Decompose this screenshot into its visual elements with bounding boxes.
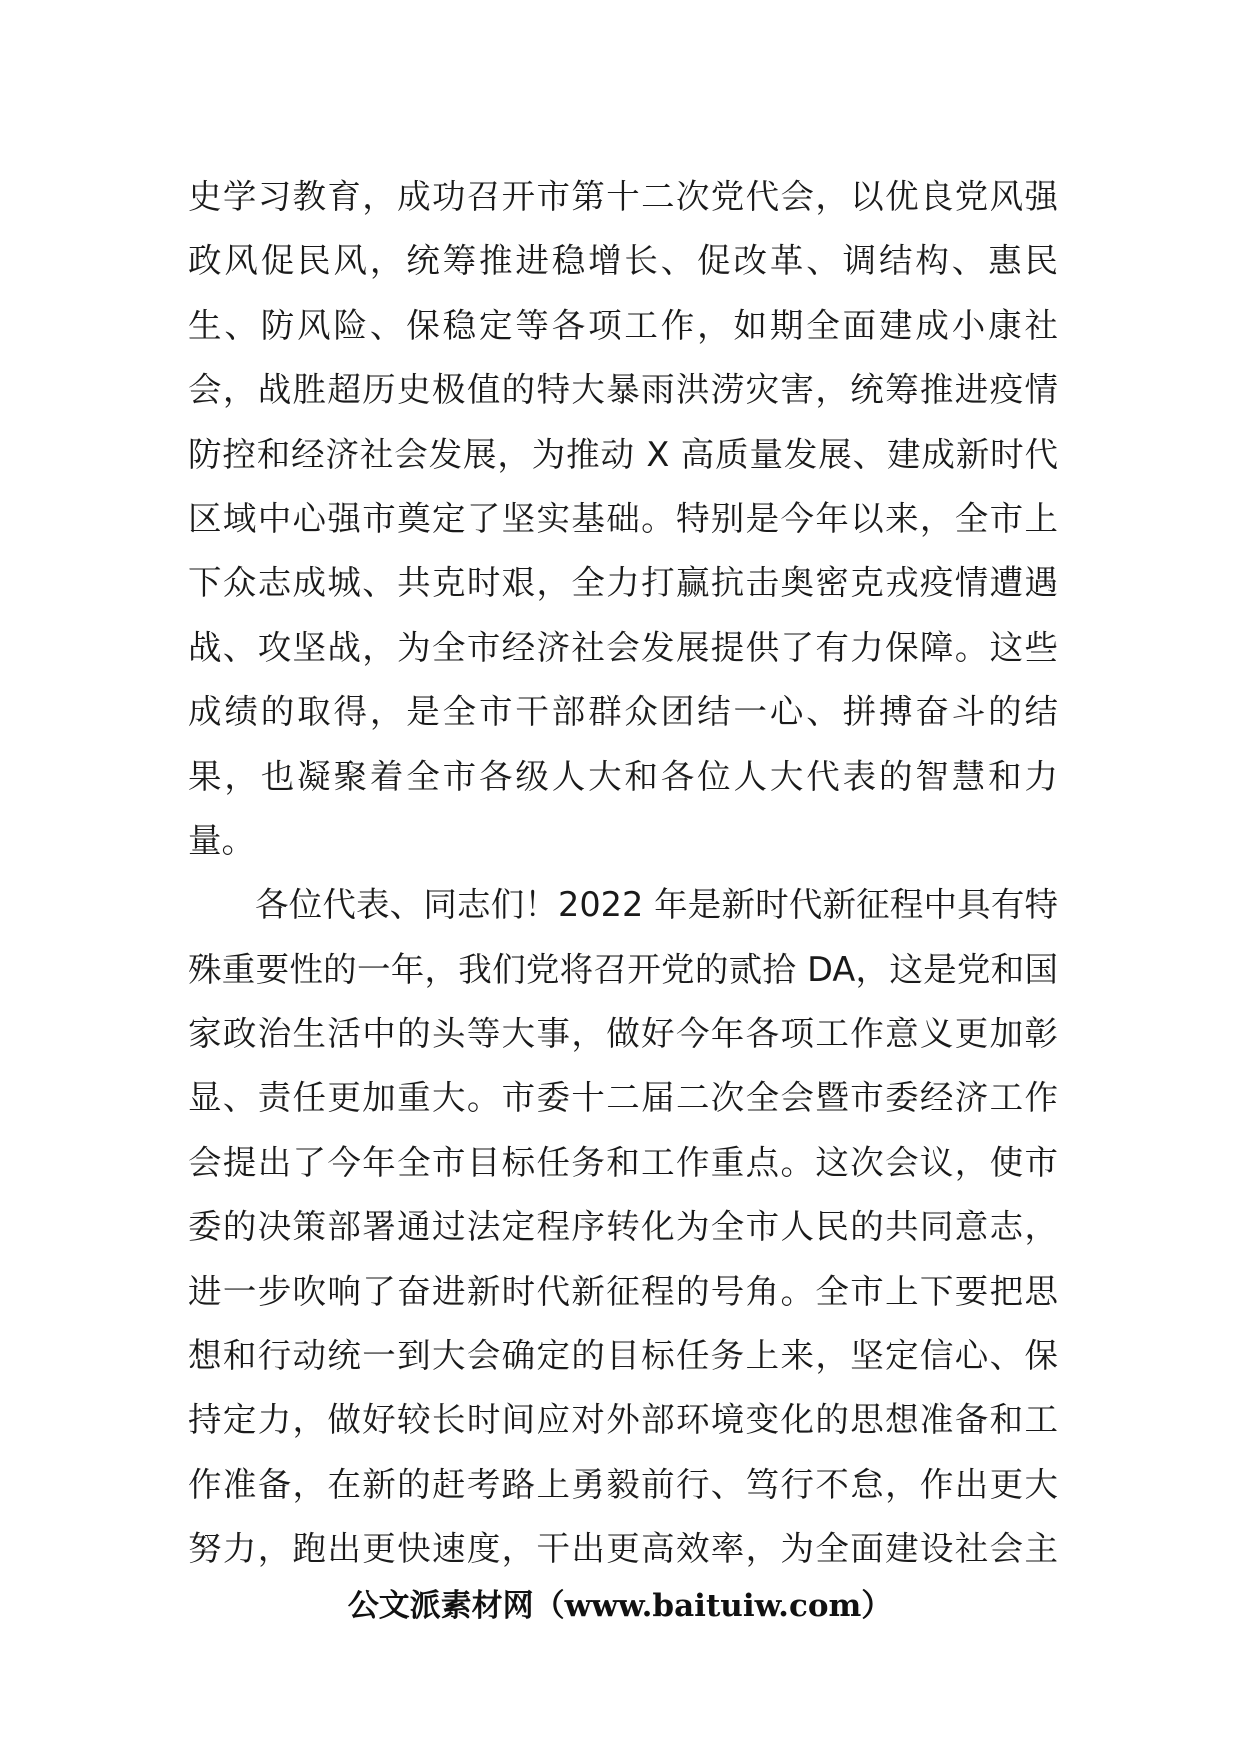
text-line: 持定力，做好较长时间应对外部环境变化的思想准备和工 (188, 1400, 1058, 1440)
text-line: 各位代表、同志们！2022 年是新时代新征程中具有特 (255, 885, 1058, 925)
text-line: 生、防风险、保稳定等各项工作，如期全面建成小康社 (188, 305, 1058, 345)
text-line: 委的决策部署通过法定程序转化为全市人民的共同意志， (188, 1207, 1058, 1247)
text-line: 下众志成城、共克时艰，全力打赢抗击奥密克戎疫情遭遇 (188, 563, 1058, 603)
text-line: 显、责任更加重大。市委十二届二次全会暨市委经济工作 (188, 1078, 1058, 1118)
paragraph-2 (188, 873, 1058, 1581)
footer-watermark: 公文派素材网（www.baituiw.com） (347, 1588, 893, 1624)
text-line: 区域中心强市奠定了坚实基础。特别是今年以来，全市上 (188, 498, 1058, 538)
paragraph-1 (188, 165, 1058, 873)
text-line: 努力，跑出更快速度，干出更高效率，为全面建设社会主 (188, 1529, 1058, 1569)
text-line: 量。 (188, 820, 255, 860)
text-line: 会提出了今年全市目标任务和工作重点。这次会议，使市 (188, 1142, 1058, 1182)
text-line: 战、攻坚战，为全市经济社会发展提供了有力保障。这些 (188, 627, 1058, 667)
text-line: 史学习教育，成功召开市第十二次党代会，以优良党风强 (188, 177, 1058, 216)
text-line: 果，也凝聚着全市各级人大和各位人大代表的智慧和力 (188, 756, 1058, 796)
text-line: 家政治生活中的头等大事，做好今年各项工作意义更加彰 (188, 1014, 1058, 1054)
text-line: 成绩的取得，是全市干部群众团结一心、拼搏奋斗的结 (188, 692, 1058, 732)
text-line: 会，战胜超历史极值的特大暴雨洪涝灾害，统筹推进疫情 (188, 370, 1058, 410)
text-line: 进一步吹响了奋进新时代新征程的号角。全市上下要把思 (188, 1271, 1058, 1311)
text-line: 作准备，在新的赶考路上勇毅前行、笃行不怠，作出更大 (188, 1464, 1058, 1504)
text-line: 政风促民风，统筹推进稳增长、促改革、调结构、惠民 (188, 241, 1058, 281)
text-line: 防控和经济社会发展，为推动 X 高质量发展、建成新时代 (188, 434, 1058, 474)
text-line: 殊重要性的一年，我们党将召开党的贰拾 DA，这是党和国 (188, 949, 1058, 989)
document-body (188, 165, 1058, 1582)
text-line: 想和行动统一到大会确定的目标任务上来，坚定信心、保 (188, 1336, 1058, 1376)
